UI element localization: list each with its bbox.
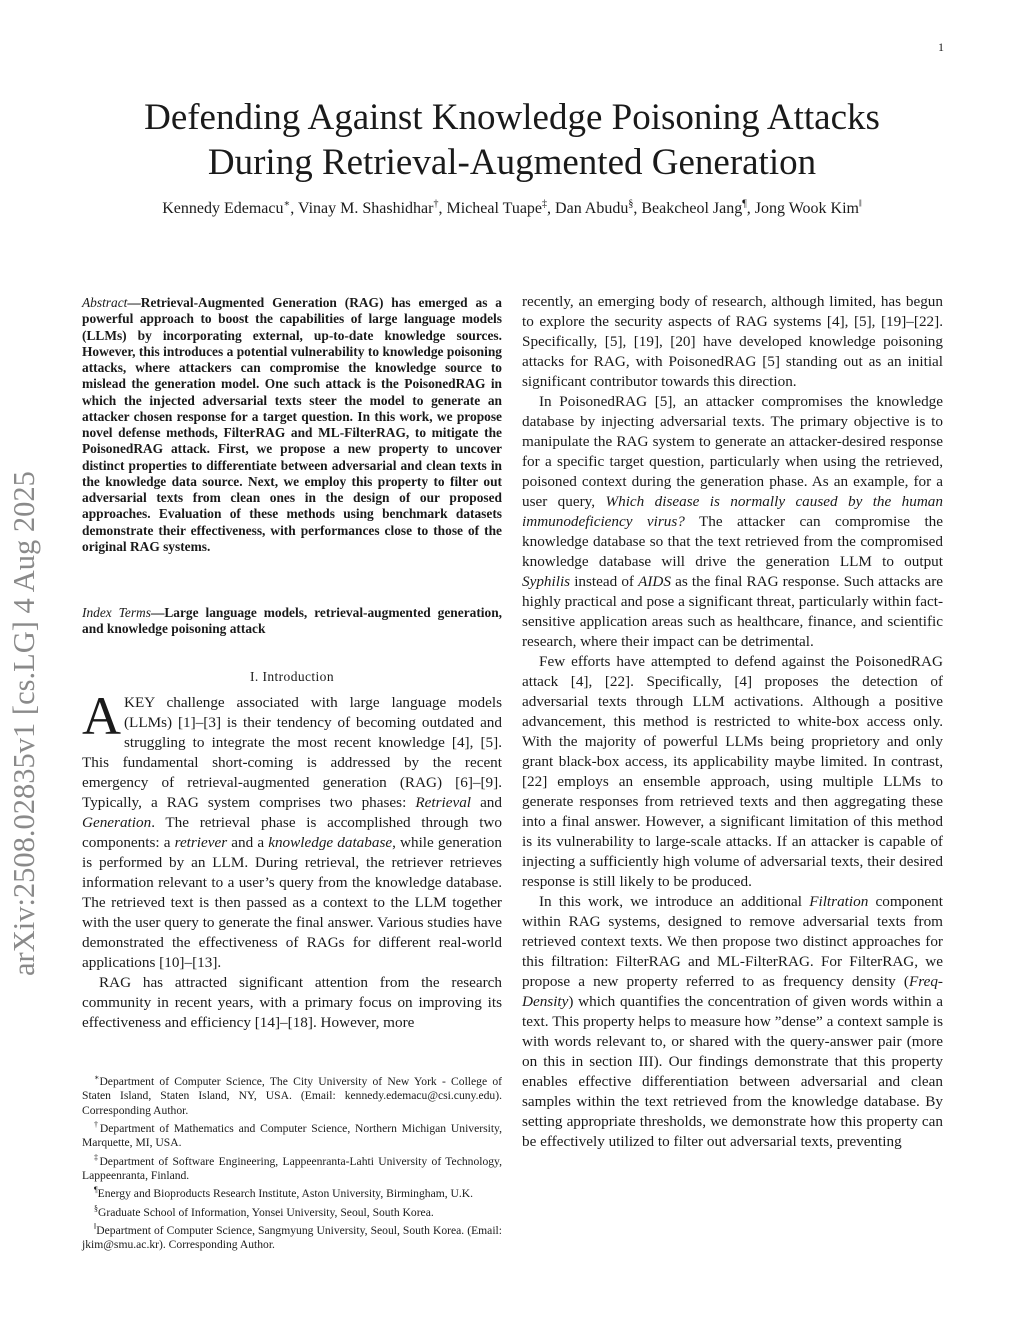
text-run: In this work, we introduce an additional xyxy=(539,893,810,910)
footnote-text: Department of Computer Science, The City University of New York - College of Staten Island, Staten Island, NY, USA. (Email: kennedy.edemacu@csi.cuny.edu). Corresponding Author. xyxy=(82,1074,502,1117)
emphasis: Filtration xyxy=(809,893,869,910)
footnote-text: Department of Computer Science, Sangmyung University, Seoul, South Korea. (Email: jkim@smu.ac.kr). Corresponding Author. xyxy=(82,1223,502,1252)
author-name: Vinay M. Shashidhar xyxy=(298,200,434,218)
abstract-text: —Retrieval-Augmented Generation (RAG) has emerged as a powerful approach to boost the capabilities of large language models (LLMs) by incorporating external, up-to-date knowledge sources. However, this introduces a potential vulnerability to knowledge poisoning attacks, where attackers can compromise the knowledge source to mislead the generation model. One such attack is the PoisonedRAG in which the injected adversarial texts steer the model to generate an attacker chosen response for a target question. In this work, we propose novel defense methods, FilterRAG and ML-FilterRAG, to mitigate the PoisonedRAG attack. First, we propose a new property to uncover distinct properties to differentiate between adversarial and clean texts in the knowledge data source. Next, we employ this property to filter out adversarial texts from clean ones in the design of our proposed approaches. Evaluation of these methods using benchmark datasets demonstrate their effectiveness, with performances close to those of the original RAG systems. xyxy=(82,295,502,554)
author-name: Dan Abudu xyxy=(555,200,629,218)
paper-title xyxy=(80,95,944,185)
author xyxy=(755,200,862,217)
text-run: , while generation is performed by an LLM. During retrieval, the retriever retrieves information relevant to a user’s query from the knowledge database. The retrieved text is then passed as a context to the LLM together with the user query to generate the final answer. Various studies have demonstrated the effectiveness of RAGs for different real-world applications [10]–[13]. xyxy=(82,834,502,971)
right-column-body xyxy=(522,292,943,1152)
arxiv-stamp-text: arXiv:2508.02835v1 [cs.LG] 4 Aug 2025 xyxy=(7,471,41,976)
author-name: Beakcheol Jang xyxy=(641,200,743,218)
text-run: component within RAG systems, designed to remove adversarial texts from retrieved context texts. We then propose two distinct approaches for this filtration: FilterRAG and ML-FilterRAG. For FilterRAG, we propose a new property referred to as frequency density ( xyxy=(522,893,943,990)
page-number: 1 xyxy=(938,40,944,54)
footnote xyxy=(82,1071,502,1118)
emphasis: Syphilis xyxy=(522,573,571,590)
drop-cap: A xyxy=(82,686,121,746)
author-separator: , xyxy=(547,200,556,218)
text-run: In PoisonedRAG [5], an attacker compromises the knowledge database by injecting adversarial texts. The primary objective is to manipulate the RAG system to generate an attacker-desired response for a specific target question, particularly when using the retrieved, poisoned context during the generation phase. As an example, for a user query, xyxy=(522,393,943,510)
footnote-mark: ∗ xyxy=(94,1073,100,1082)
emphasis: knowledge database xyxy=(268,834,393,851)
abstract xyxy=(82,295,502,555)
footnote-mark: † xyxy=(94,1120,100,1130)
abstract-label: Abstract xyxy=(82,295,128,310)
text-run: ) which quantifies the concentration of given words within a text. This property helps to measure how ”dense” a context sample is with words relevant to, or shared with the query-answer pair (more on this in section III). Our findings demonstrate that this property enables effective differentiation between adversarial and clean samples within the text retrieved from the knowledge database. By setting appropriate thresholds, we demonstrate how this property can be effectively utilized to filter out adversarial texts, preventing xyxy=(522,993,943,1150)
author-name: Jong Wook Kim xyxy=(754,200,859,218)
author-separator: , xyxy=(746,200,755,218)
author-separator: , xyxy=(633,200,642,218)
author-mark: ¶ xyxy=(742,199,747,210)
footnote-text: Department of Software Engineering, Lappeenranta-Lahti University of Technology, Lappeenranta, Finland. xyxy=(82,1154,503,1183)
author xyxy=(162,200,298,217)
arxiv-stamp xyxy=(4,376,44,976)
footnote-text: Department of Mathematics and Computer Science, Northern Michigan University, Marquette, MI, USA. xyxy=(82,1121,502,1150)
body-paragraph: recently, an emerging body of research, although limited, has begun to explore the security aspects of RAG systems [4], [5], [19]–[22]. Specifically, [5], [19], [20] have developed knowledge poisoning attacks for RAG, with PoisonedRAG [5] standing out as an initial significant contributor towards this direction. xyxy=(522,293,943,390)
author-mark: ∗ xyxy=(283,199,291,210)
author-mark: § xyxy=(628,199,634,210)
footnotes xyxy=(82,1071,502,1253)
text-run: and xyxy=(471,794,502,811)
author xyxy=(641,200,754,217)
index-terms-label: Index Terms xyxy=(82,605,151,620)
author-separator: , xyxy=(438,200,447,218)
author xyxy=(298,200,446,217)
text-run: as the final RAG response. Such attacks are highly practical and pose a significant threat, particularly within fact-sensitive application areas such as healthcare, finance, and scientific research, where their impact can be detrimental. xyxy=(522,573,943,650)
body-paragraph xyxy=(522,392,943,652)
footnote-mark: ‖ xyxy=(94,1221,97,1231)
emphasis: Freq-Density xyxy=(522,973,943,1010)
title-line-2: During Retrieval-Augmented Generation xyxy=(207,142,817,183)
intro-paragraph: RAG has attracted significant attention from the research community in recent years, with a primary focus on improving its effectiveness and efficiency [14]–[18]. However, more xyxy=(82,974,502,1031)
text-run: and a xyxy=(227,834,269,851)
text-run: . The retrieval phase is accomplished through two components: a xyxy=(82,814,502,851)
footnote xyxy=(82,1151,502,1184)
author-separator: , xyxy=(290,200,299,218)
emphasis: retriever xyxy=(174,834,228,851)
footnote xyxy=(82,1183,502,1201)
index-terms-text: —Large language models, retrieval-augmented generation, and knowledge poisoning attack xyxy=(82,605,503,637)
footnote xyxy=(82,1220,502,1253)
index-terms xyxy=(82,605,502,638)
intro-paragraph xyxy=(82,686,502,973)
author-mark: ‖ xyxy=(858,199,862,210)
footnote-text: Graduate School of Information, Yonsei University, Seoul, South Korea. xyxy=(98,1205,434,1219)
text-run: The attacker can compromise the knowledge database so that the text retrieved from the compromised knowledge database will drive the generation LLM to output xyxy=(522,513,943,570)
author xyxy=(446,200,555,217)
text-run: KEY challenge associated with large language models (LLMs) [1]–[3] is their tendency of becoming outdated and struggling to integrate the most recent knowledge [4], [5]. This fundamental short-coming is addressed by the recent emergency of retrieval-augmented generation (RAG) [6]–[9]. Typically, a RAG system comprises two phases: xyxy=(82,694,502,811)
footnote-mark: ¶ xyxy=(94,1185,98,1195)
section-heading: I. Introduction xyxy=(250,669,334,684)
footnote-mark: ‡ xyxy=(94,1152,100,1162)
emphasis: Generation xyxy=(82,814,152,831)
emphasis: Retrieval xyxy=(415,794,472,811)
author-name: Micheal Tuape xyxy=(446,200,543,218)
body-paragraph xyxy=(522,892,943,1152)
footnote xyxy=(82,1118,502,1151)
author-mark: † xyxy=(433,199,439,210)
author xyxy=(555,200,641,217)
title-line-1: Defending Against Knowledge Poisoning Attacks xyxy=(144,97,880,138)
introduction-body xyxy=(82,686,502,1033)
emphasis: Which disease is normally caused by the human immunodeficiency virus? xyxy=(522,493,943,530)
emphasis: AIDS xyxy=(638,573,671,590)
body-paragraph: Few efforts have attempted to defend against the PoisonedRAG attack [4], [22]. Specifically, [4] proposes the detection of adversarial texts through LLM activations. Although a positive advancement, this method is restricted to white-box access only. With the majority of powerful LLMs being proprietory and only grant black-box access, its applicability maybe limited. In contrast, [22] employs an ensemble approach, using multiple LLMs to generate responses from retrieved texts and then aggregating these into a final answer. However, a significant limitation of this method is its vulnerability to large-scale attacks. If an attacker is capable of injecting a sufficiently high volume of adversarial texts, their desired response is still likely to be produced. xyxy=(522,653,943,890)
author-mark: ‡ xyxy=(542,199,548,210)
author-name: Kennedy Edemacu xyxy=(162,200,284,218)
footnote-text: Energy and Bioproducts Research Institute, Aston University, Birmingham, U.K. xyxy=(97,1187,474,1201)
footnote xyxy=(82,1202,502,1220)
footnote-mark: § xyxy=(94,1203,98,1213)
author-list xyxy=(60,199,964,218)
text-run: instead of xyxy=(570,573,639,590)
